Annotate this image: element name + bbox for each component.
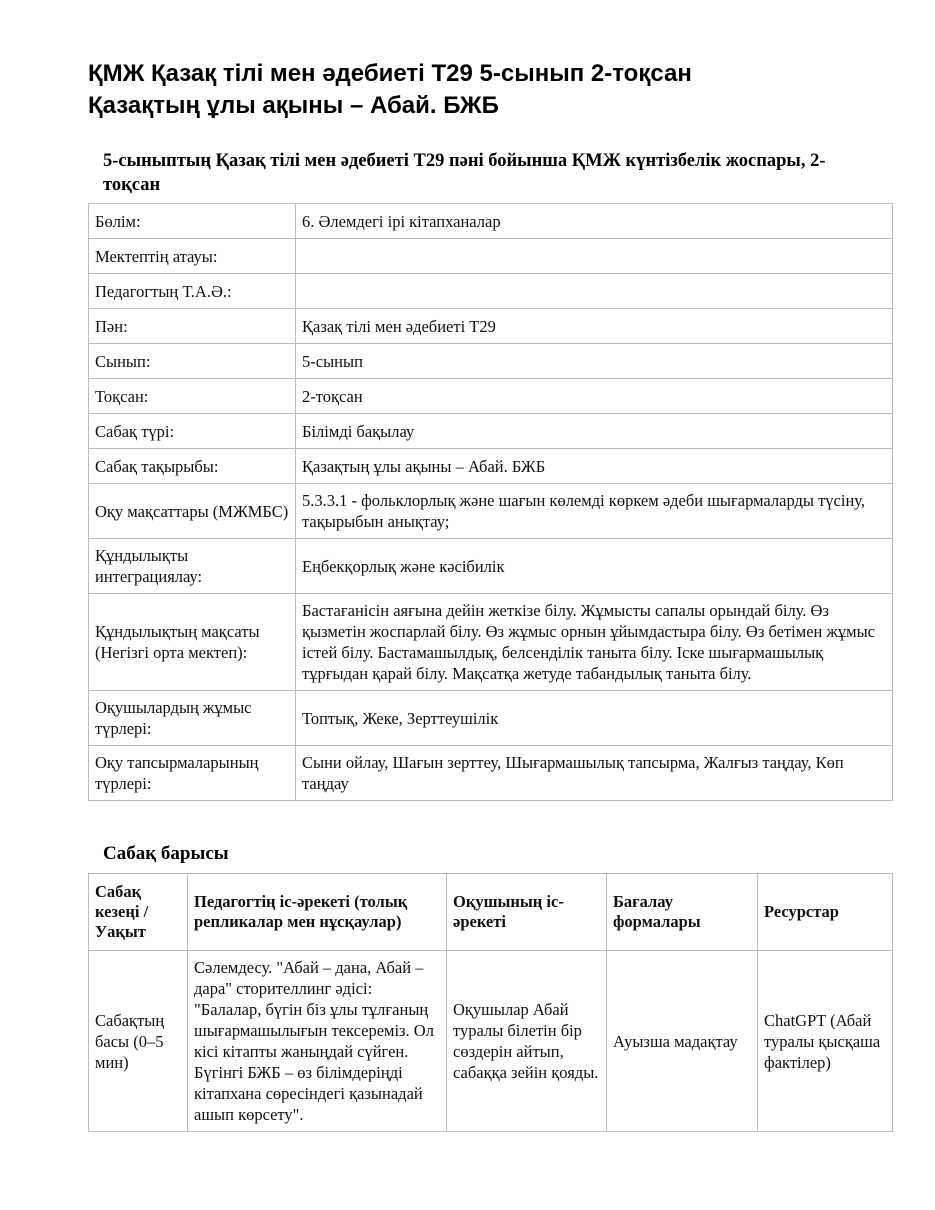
info-row-learning-objectives	[89, 484, 893, 539]
info-value	[296, 274, 893, 309]
info-label: Сабақ түрі:	[89, 414, 296, 449]
info-value: Сыни ойлау, Шағын зерттеу, Шығармашылық тапсырма, Жалғыз таңдау, Көп таңдау	[296, 746, 893, 801]
info-value: Қазақтың ұлы ақыны – Абай. БЖБ	[296, 449, 893, 484]
info-row-section	[89, 204, 893, 239]
lesson-stage-cell: Сабақтың басы (0–5 мин)	[89, 951, 188, 1132]
info-label: Сынып:	[89, 344, 296, 379]
info-label: Құндылықты интеграциялау:	[89, 539, 296, 594]
info-label: Сабақ тақырыбы:	[89, 449, 296, 484]
info-row-task-types	[89, 746, 893, 801]
info-label: Оқу мақсаттары (МЖМБС)	[89, 484, 296, 539]
info-value: 5-сынып	[296, 344, 893, 379]
resources-cell: ChatGPT (Абай туралы қысқаша фактілер)	[758, 951, 893, 1132]
info-row-grade	[89, 344, 893, 379]
assessment-cell: Ауызша мадақтау	[607, 951, 758, 1132]
info-label: Пән:	[89, 309, 296, 344]
info-row-subject	[89, 309, 893, 344]
info-label: Педагогтың Т.А.Ә.:	[89, 274, 296, 309]
info-row-value-goal	[89, 594, 893, 691]
info-row-teacher-name	[89, 274, 893, 309]
info-row-quarter	[89, 379, 893, 414]
info-row-lesson-topic	[89, 449, 893, 484]
plan-subtitle: 5-сыныптың Қазақ тілі мен әдебиеті Т29 пәні бойынша ҚМЖ күнтізбелік жоспары, 2-тоқсан	[103, 151, 826, 195]
info-label: Бөлім:	[89, 204, 296, 239]
info-row-work-forms	[89, 691, 893, 746]
info-value: 5.3.3.1 - фольклорлық және шағын көлемді көркем әдеби шығармаларды түсіну, тақырыбын анықтау;	[296, 484, 893, 539]
column-header-resources: Ресурстар	[758, 874, 893, 951]
info-value: 6. Әлемдегі ірі кітапханалар	[296, 204, 893, 239]
column-header-teacher-activity: Педагогтің іс-әрекеті (толық репликалар мен нұсқаулар)	[188, 874, 447, 951]
info-value: Топтық, Жеке, Зерттеушілік	[296, 691, 893, 746]
info-value: Қазақ тілі мен әдебиеті Т29	[296, 309, 893, 344]
info-label: Мектептің атауы:	[89, 239, 296, 274]
info-row-value-integration	[89, 539, 893, 594]
info-row-lesson-type	[89, 414, 893, 449]
info-value: Еңбекқорлық және кәсібилік	[296, 539, 893, 594]
info-row-school-name	[89, 239, 893, 274]
lesson-flow-heading: Сабақ барысы	[103, 843, 229, 864]
document-title	[88, 58, 848, 122]
info-value: Білімді бақылау	[296, 414, 893, 449]
student-activity-cell: Оқушылар Абай туралы білетін бір сөздерін айтып, сабаққа зейін қояды.	[447, 951, 607, 1132]
info-label: Тоқсан:	[89, 379, 296, 414]
lesson-row	[89, 951, 893, 1132]
info-label: Оқушылардың жұмыс түрлері:	[89, 691, 296, 746]
document-title-line-2: Қазақтың ұлы ақыны – Абай. БЖБ	[88, 92, 499, 119]
lesson-info-table	[88, 203, 893, 801]
info-value	[296, 239, 893, 274]
info-value: Бастағанісін аяғына дейін жеткізе білу. Жұмысты сапалы орындай білу. Өз қызметін жоспарлай білу. Өз жұмыс орнын ұйымдастыра білу. Өз бетімен жұмыс істей білу. Бастамашылдық, белсенділік таныта білу. Іске шығармашылық тұрғыдан қарай білу. Мақсатқа жетуде табандылық таныта білу.	[296, 594, 893, 691]
teacher-activity-cell: Сәлемдесу. "Абай – дана, Абай – дара" сторителлинг әдісі: "Балалар, бүгін біз ұлы тұлғаның шығармашылығын тексереміз. Ол кісі кітапты жаныңдай сүйген. Бүгінгі БЖБ – өз білімдеріңді кітапхана сөресіндегі қазынадай ашып көрсету".	[188, 951, 447, 1132]
info-label: Құндылықтың мақсаты (Негізгі орта мектеп):	[89, 594, 296, 691]
document-title-line-1: ҚМЖ Қазақ тілі мен әдебиеті Т29 5-сынып 2-тоқсан	[88, 60, 692, 87]
info-value: 2-тоқсан	[296, 379, 893, 414]
column-header-assessment: Бағалау формалары	[607, 874, 758, 951]
info-label: Оқу тапсырмаларының түрлері:	[89, 746, 296, 801]
lesson-header-row	[89, 874, 893, 951]
column-header-stage: Сабақ кезеңі / Уақыт	[89, 874, 188, 951]
lesson-flow-table	[88, 873, 893, 1132]
column-header-student-activity: Оқушының іс-әрекеті	[447, 874, 607, 951]
